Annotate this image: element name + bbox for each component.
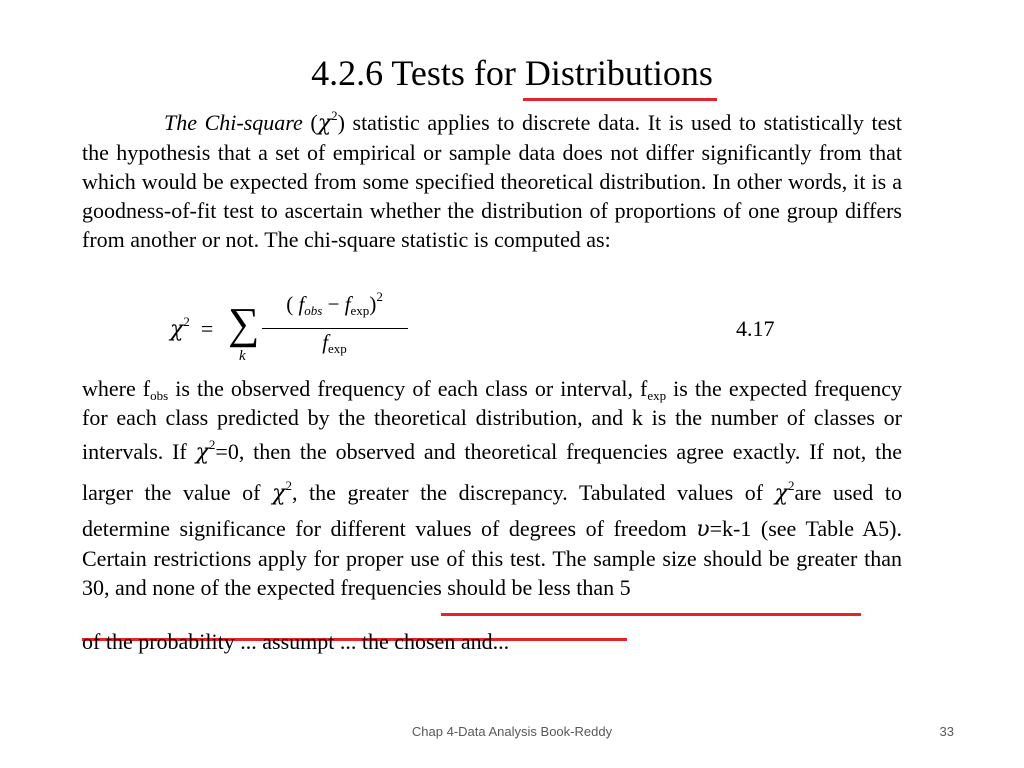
title-underlined-word: Distributions	[524, 53, 713, 93]
chi-square-explanation-paragraph: where $f_{obs}$ is the observed frequency of each class or interval, $f_{exp}$ is the expected frequency for each class predicted by the theoretical distribution, and k is the number of classes or intervals. If $\chi^2=0$, then the observed and theoretical frequencies agree exactly. If not, the larger the value of $\chi^2$, the greater the discrepancy. Tabulated values of $\chi^2are$ used to determine significance for different values of degrees of freedom υ=k-1 (see Table A5). Certain restrictions apply for proper use of this test. The sample size should be greater than 30, and none of the expected frequencies should be less than 5	[82, 376, 903, 600]
chi-symbol: χ	[774, 481, 789, 506]
equation-numerator: ( $f_{obs} - f_{exp})^2$	[286, 289, 383, 318]
footer-source: Chap 4-Data Analysis Book-Reddy	[411, 724, 613, 739]
equation-number: 4.17	[736, 316, 775, 341]
chi-symbol: χ	[272, 481, 286, 506]
highlight-underline-1	[441, 613, 861, 616]
equation-denominator: $f_{exp}$	[322, 330, 347, 356]
summation-symbol: ∑	[228, 299, 260, 348]
clipped-text-line: of the probability ... assumpt ... the chosen and...	[82, 629, 510, 654]
fraction-bar	[262, 328, 408, 329]
chi-square-italic-lead: The Chi-square	[164, 110, 303, 135]
title-prefix: 4.2.6 Tests for	[311, 53, 525, 93]
chi-square-intro-paragraph: The Chi-square $(\chi^2)$ statistic applies to discrete data. It is used to statistically test the hypothesis that a set of empirical or sample data does not differ significantly from that which would be expected from some specified theoretical distribution. In other words, it is a goodness-of-fit test to ascertain whether the distribution of proportions of one group differs from another or not. The chi-square statistic is computed as:	[82, 108, 903, 252]
equation-chi-symbol: χ	[170, 317, 184, 342]
page-number: 33	[939, 724, 954, 739]
intro-text: ) statistic applies to discrete data. It is used to statistically test the hypothesis that a set of empirical or sample data does not differ significantly from that which would be expected from some specified theoretical distribution. In other words, it is a goodness-of-fit test to ascertain whether the distribution of proportions of one group differs from another or not. The chi-square statistic is computed as:	[82, 110, 903, 252]
summation-index: k	[239, 348, 246, 364]
chi-symbol: χ	[317, 111, 332, 136]
slide-title	[0, 48, 1024, 98]
chi-symbol: χ	[195, 440, 209, 465]
nu-symbol: υ	[696, 517, 710, 542]
chi-square-equation: $\chi^2$ = ∑ k ( $f_{obs} - f_{exp})^2$ $f_{exp}$ 4.17	[170, 289, 775, 364]
